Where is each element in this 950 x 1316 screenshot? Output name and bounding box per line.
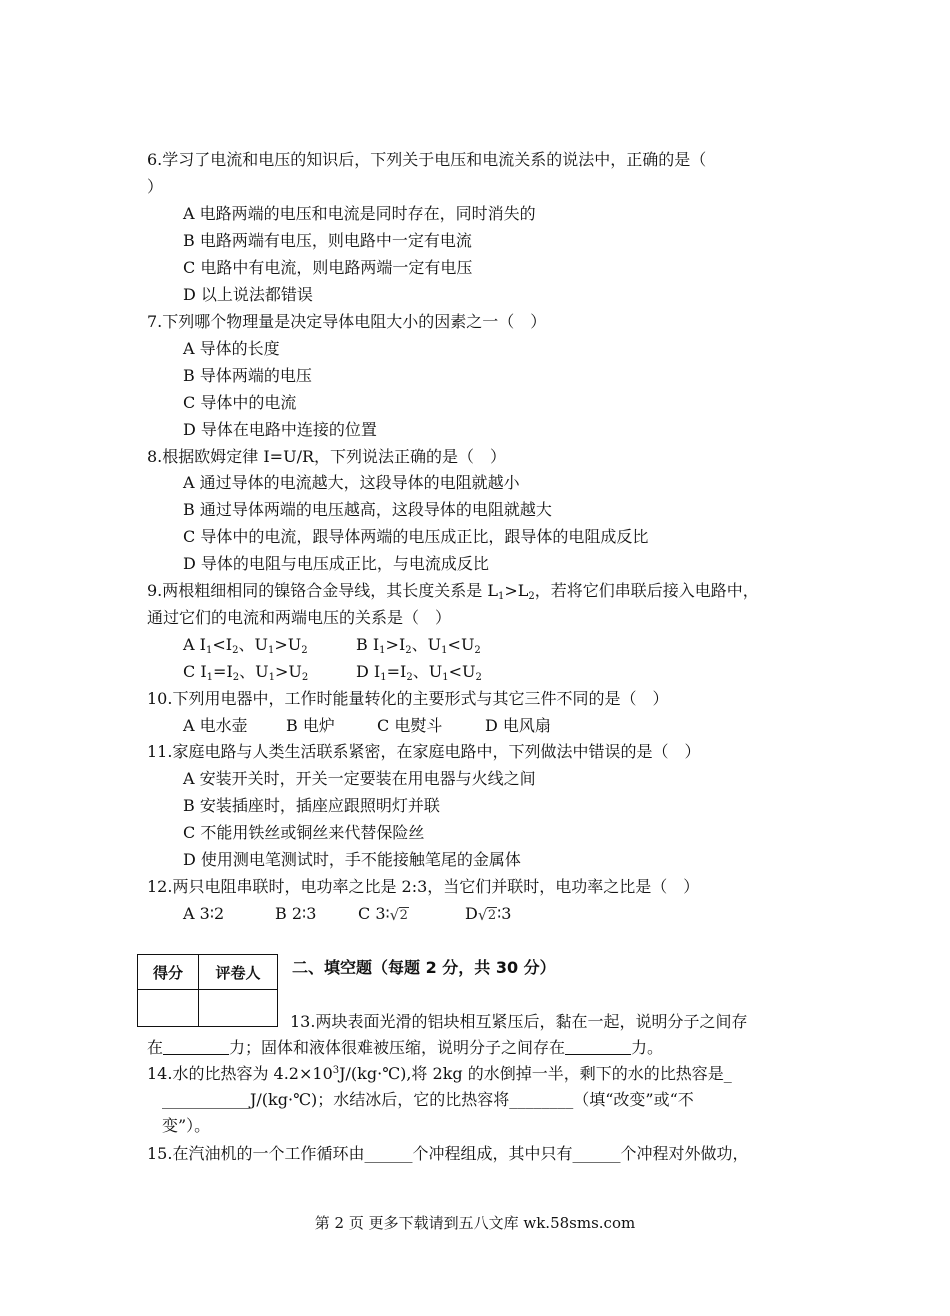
q7-option-b: B 导体两端的电压 xyxy=(183,366,312,385)
q7-stem: 7.下列哪个物理量是决定导体电阻大小的因素之一（ ） xyxy=(147,312,547,331)
answer-blank xyxy=(565,1038,631,1055)
q12-option-c: C 3∶√ 2 xyxy=(358,904,409,926)
q10-option-a: A 电水壶 xyxy=(183,716,248,735)
grader-cell xyxy=(199,990,278,1027)
page-footer: 第 2 页 更多下载请到五八文库 wk.58sms.com xyxy=(314,1214,636,1232)
q12-option-b: B 2∶3 xyxy=(275,904,317,923)
q8-option-a: A 通过导体的电流越大，这段导体的电阻就越小 xyxy=(183,473,520,492)
sqrt-symbol: √ 2 xyxy=(478,906,497,926)
q12-option-d: D√ 2∶3 xyxy=(465,904,511,926)
q10-option-c: C 电熨斗 xyxy=(377,716,443,735)
q6-stem: 6.学习了电流和电压的知识后，下列关于电压和电流关系的说法中，正确的是（ xyxy=(147,150,707,169)
q11-option-b: B 安装插座时，插座应跟照明灯并联 xyxy=(183,796,440,815)
grader-header: 评卷人 xyxy=(199,955,278,990)
q8-option-d: D 导体的电阻与电压成正比，与电流成反比 xyxy=(183,554,489,573)
sqrt-symbol: √ 2 xyxy=(390,906,409,926)
q13-line2: 在 力；固体和液体很难被压缩，说明分子之间存在 力。 xyxy=(147,1038,664,1057)
q8-stem: 8.根据欧姆定律 I=U/R，下列说法正确的是（ ） xyxy=(147,447,507,466)
q11-stem: 11.家庭电路与人类生活联系紧密，在家庭电路中，下列做法中错误的是（ ） xyxy=(147,742,701,761)
q13-line1: 13.两块表面光滑的铝块相互紧压后，黏在一起，说明分子之间存 xyxy=(290,1012,748,1031)
q9-option-d: D $I_1=I_2$、$U_1<U_2$ xyxy=(356,662,482,683)
q7-option-d: D 导体在电路中连接的位置 xyxy=(183,420,377,439)
q7-option-a: A 导体的长度 xyxy=(183,339,280,358)
q9-stem: 9.两根粗细相同的镍铬合金导线，其长度关系是 $L_1>L_2$，若将它们串联后接入电路中， xyxy=(147,581,759,602)
q8-option-c: C 导体中的电流，跟导体两端的电压成正比，跟导体的电阻成反比 xyxy=(183,527,649,546)
q6-option-b: B 电路两端有电压，则电路中一定有电流 xyxy=(183,231,472,250)
q12-option-a: A 3∶2 xyxy=(183,904,225,923)
q15-line: 15.在汽油机的一个工作循环由______个冲程组成，其中只有______个冲程对外做功， xyxy=(147,1144,749,1163)
q10-stem: 10.下列用电器中，工作时能量转化的主要形式与其它三件不同的是（ ） xyxy=(147,689,669,708)
q11-option-c: C 不能用铁丝或铜丝来代替保险丝 xyxy=(183,823,425,842)
q9-option-c: C $I_1=I_2$、$U_1>U_2$ xyxy=(183,662,309,683)
q6-option-a: A 电路两端的电压和电流是同时存在，同时消失的 xyxy=(183,204,536,223)
score-cell xyxy=(138,990,199,1027)
answer-blank xyxy=(163,1038,229,1055)
section-title: 二、填空题（每题 2 分，共 30 分） xyxy=(292,958,556,977)
q10-option-b: B 电炉 xyxy=(286,716,335,735)
q10-option-d: D 电风扇 xyxy=(485,716,551,735)
q8-option-b: B 通过导体两端的电压越高，这段导体的电阻就越大 xyxy=(183,500,552,519)
q7-option-c: C 导体中的电流 xyxy=(183,393,297,412)
q9-stem-cont: 通过它们的电流和两端电压的关系是（ ） xyxy=(147,608,452,627)
q14-line2: ___________J/(kg·℃)；水结冰后，它的比热容将________（填“改变”或“不 xyxy=(162,1090,694,1109)
q6-option-d: D 以上说法都错误 xyxy=(183,285,313,304)
q9-option-a: A $I_1<I_2$、$U_1>U_2$ xyxy=(183,635,308,656)
q9-option-b: B $I_1>I_2$、$U_1<U_2$ xyxy=(356,635,481,656)
q12-stem: 12.两只电阻串联时，电功率之比是 2:3，当它们并联时，电功率之比是（ ） xyxy=(147,877,700,896)
q14-line3: 变”）。 xyxy=(162,1116,211,1135)
score-table xyxy=(137,954,278,1027)
q14-line1: 14.水的比热容为 $4.2\times 10^3J/(kg\cdot℃)$,将 2kg 的水倒掉一半，剩下的水的比热容是_ xyxy=(147,1064,732,1083)
q6-option-c: C 电路中有电流，则电路两端一定有电压 xyxy=(183,258,473,277)
q6-stem-cont: ） xyxy=(147,177,164,196)
score-header: 得分 xyxy=(138,955,199,990)
q11-option-a: A 安装开关时，开关一定要装在用电器与火线之间 xyxy=(183,769,536,788)
q11-option-d: D 使用测电笔测试时，手不能接触笔尾的金属体 xyxy=(183,850,521,869)
